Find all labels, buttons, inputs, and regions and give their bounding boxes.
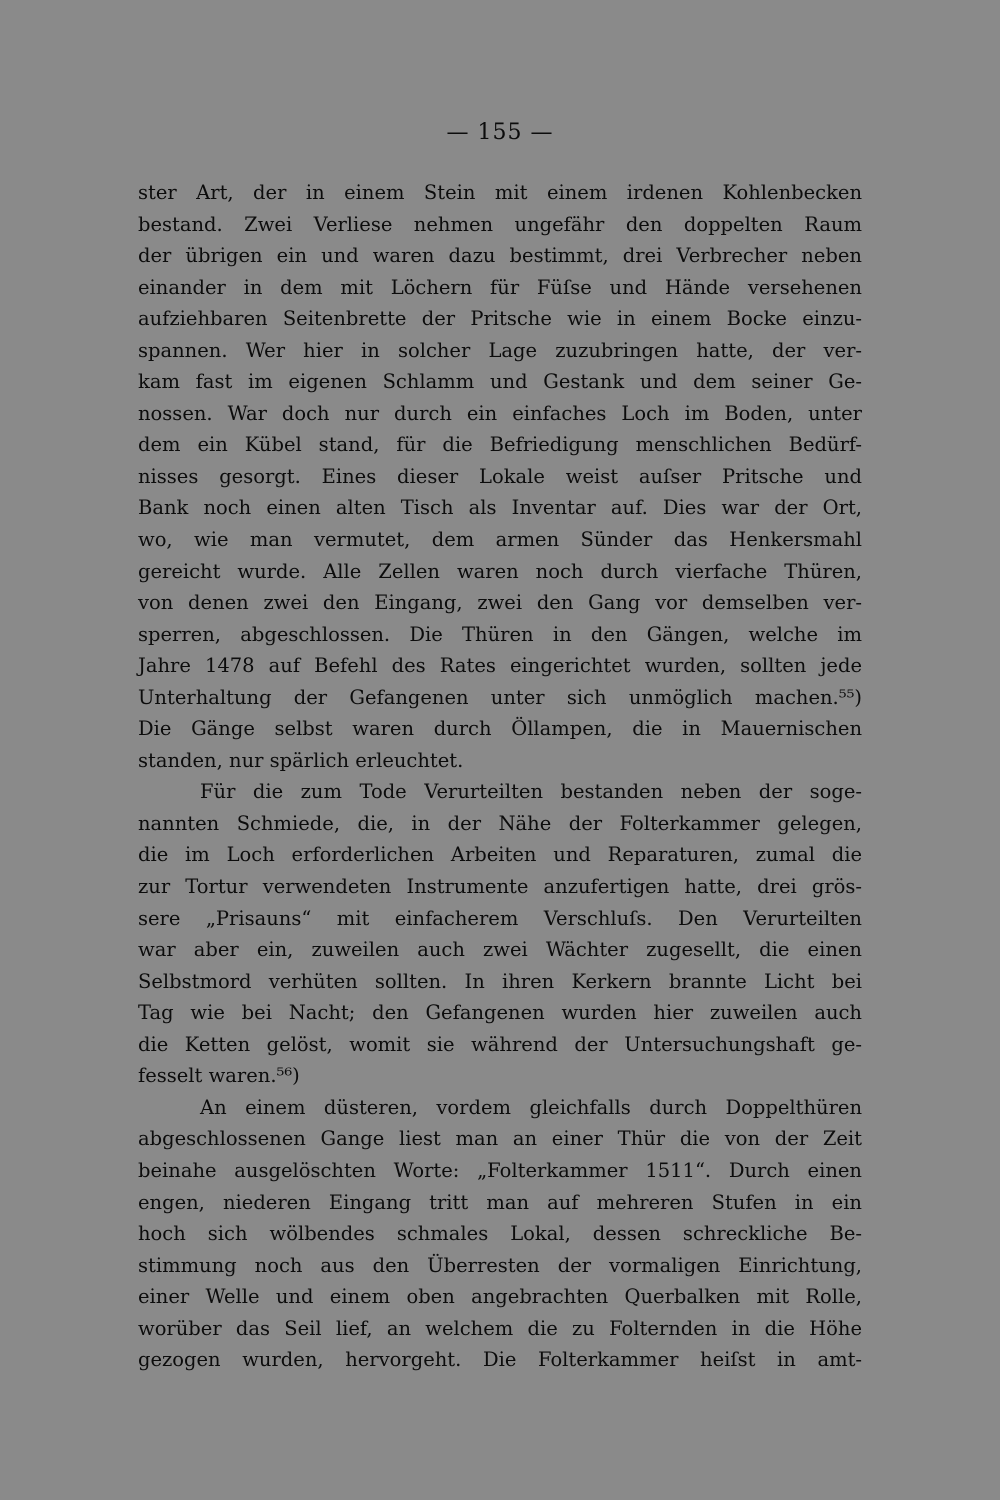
text-line: engen, niederen Eingang tritt man auf mehreren Stufen in ein	[138, 1190, 862, 1214]
text-line: Bank noch einen alten Tisch als Inventar auf. Dies war der Ort,	[138, 496, 862, 520]
text-line: wo, wie man vermutet, dem armen Sünder das Henkersmahl	[138, 528, 862, 552]
text-line: Die Gänge selbst waren durch Öllampen, die in Mauernischen	[138, 717, 862, 741]
text-line: An einem düsteren, vordem gleichfalls durch Doppelthüren	[200, 1095, 862, 1119]
body-text	[138, 177, 862, 1376]
text-line: Tag wie bei Nacht; den Gefangenen wurden hier zuweilen auch	[138, 1001, 862, 1025]
text-line: die im Loch erforderlichen Arbeiten und Reparaturen, zumal die	[138, 843, 862, 867]
text-line: ster Art, der in einem Stein mit einem irdenen Kohlenbecken	[138, 181, 862, 204]
text-line: dem ein Kübel stand, für die Befriedigung menschlichen Bedürf-	[138, 433, 862, 457]
text-line: zur Tortur verwendeten Instrumente anzufertigen hatte, drei grös-	[138, 875, 862, 899]
text-line: beinahe ausgelöschten Worte: „Folterkammer 1511“. Durch einen	[138, 1158, 862, 1182]
text-line: die Ketten gelöst, womit sie während der Untersuchungshaft ge-	[138, 1032, 862, 1056]
text-line: kam fast im eigenen Schlamm und Gestank und dem seiner Ge-	[138, 370, 862, 394]
text-line: fesselt waren.⁵⁶)	[138, 1064, 300, 1088]
text-line: gezogen wurden, hervorgeht. Die Folterkammer heiſst in amt-	[138, 1348, 862, 1372]
text-line: stimmung noch aus den Überresten der vormaligen Einrichtung,	[138, 1253, 862, 1277]
text-line: Für die zum Tode Verurteilten bestanden neben der soge-	[200, 780, 862, 804]
text-line: Unterhaltung der Gefangenen unter sich unmöglich machen.⁵⁵)	[138, 685, 862, 709]
text-line: Jahre 1478 auf Befehl des Rates eingerichtet wurden, sollten jede	[138, 654, 862, 678]
text-line: einander in dem mit Löchern für Füſse und Hände versehenen	[138, 275, 862, 299]
text-line: abgeschlossenen Gange liest man an einer Thür die von der Zeit	[138, 1127, 862, 1151]
text-line: spannen. Wer hier in solcher Lage zuzubringen hatte, der ver-	[138, 338, 862, 362]
text-line: sperren, abgeschlossen. Die Thüren in den Gängen, welche im	[138, 622, 862, 646]
text-line: nannten Schmiede, die, in der Nähe der Folterkammer gelegen,	[138, 811, 862, 835]
text-line: hoch sich wölbendes schmales Lokal, dessen schreckliche Be-	[138, 1222, 862, 1246]
text-line: sere „Prisauns“ mit einfacherem Verschluſs. Den Verurteilten	[138, 906, 862, 930]
page-number: — 155 —	[446, 120, 554, 145]
text-line: nisses gesorgt. Eines dieser Lokale weist auſser Pritsche und	[138, 464, 862, 488]
text-line: von denen zwei den Eingang, zwei den Gang vor demselben ver-	[138, 591, 862, 615]
text-line: einer Welle und einem oben angebrachten Querbalken mit Rolle,	[138, 1285, 862, 1309]
text-line: worüber das Seil lief, an welchem die zu Folternden in die Höhe	[138, 1316, 862, 1340]
text-line: Selbstmord verhüten sollten. In ihren Kerkern brannte Licht bei	[138, 969, 862, 993]
text-line: war aber ein, zuweilen auch zwei Wächter zugesellt, die einen	[138, 938, 862, 962]
text-line: standen, nur spärlich erleuchtet.	[138, 748, 464, 772]
text-line: nossen. War doch nur durch ein einfaches Loch im Boden, unter	[138, 401, 862, 425]
text-line: der übrigen ein und waren dazu bestimmt, drei Verbrecher neben	[138, 244, 862, 268]
text-line: gereicht wurde. Alle Zellen waren noch durch vierfache Thüren,	[138, 559, 862, 583]
text-line: aufziehbaren Seitenbrette der Pritsche wie in einem Bocke einzu-	[138, 307, 862, 331]
text-line: bestand. Zwei Verliese nehmen ungefähr den doppelten Raum	[138, 212, 862, 236]
